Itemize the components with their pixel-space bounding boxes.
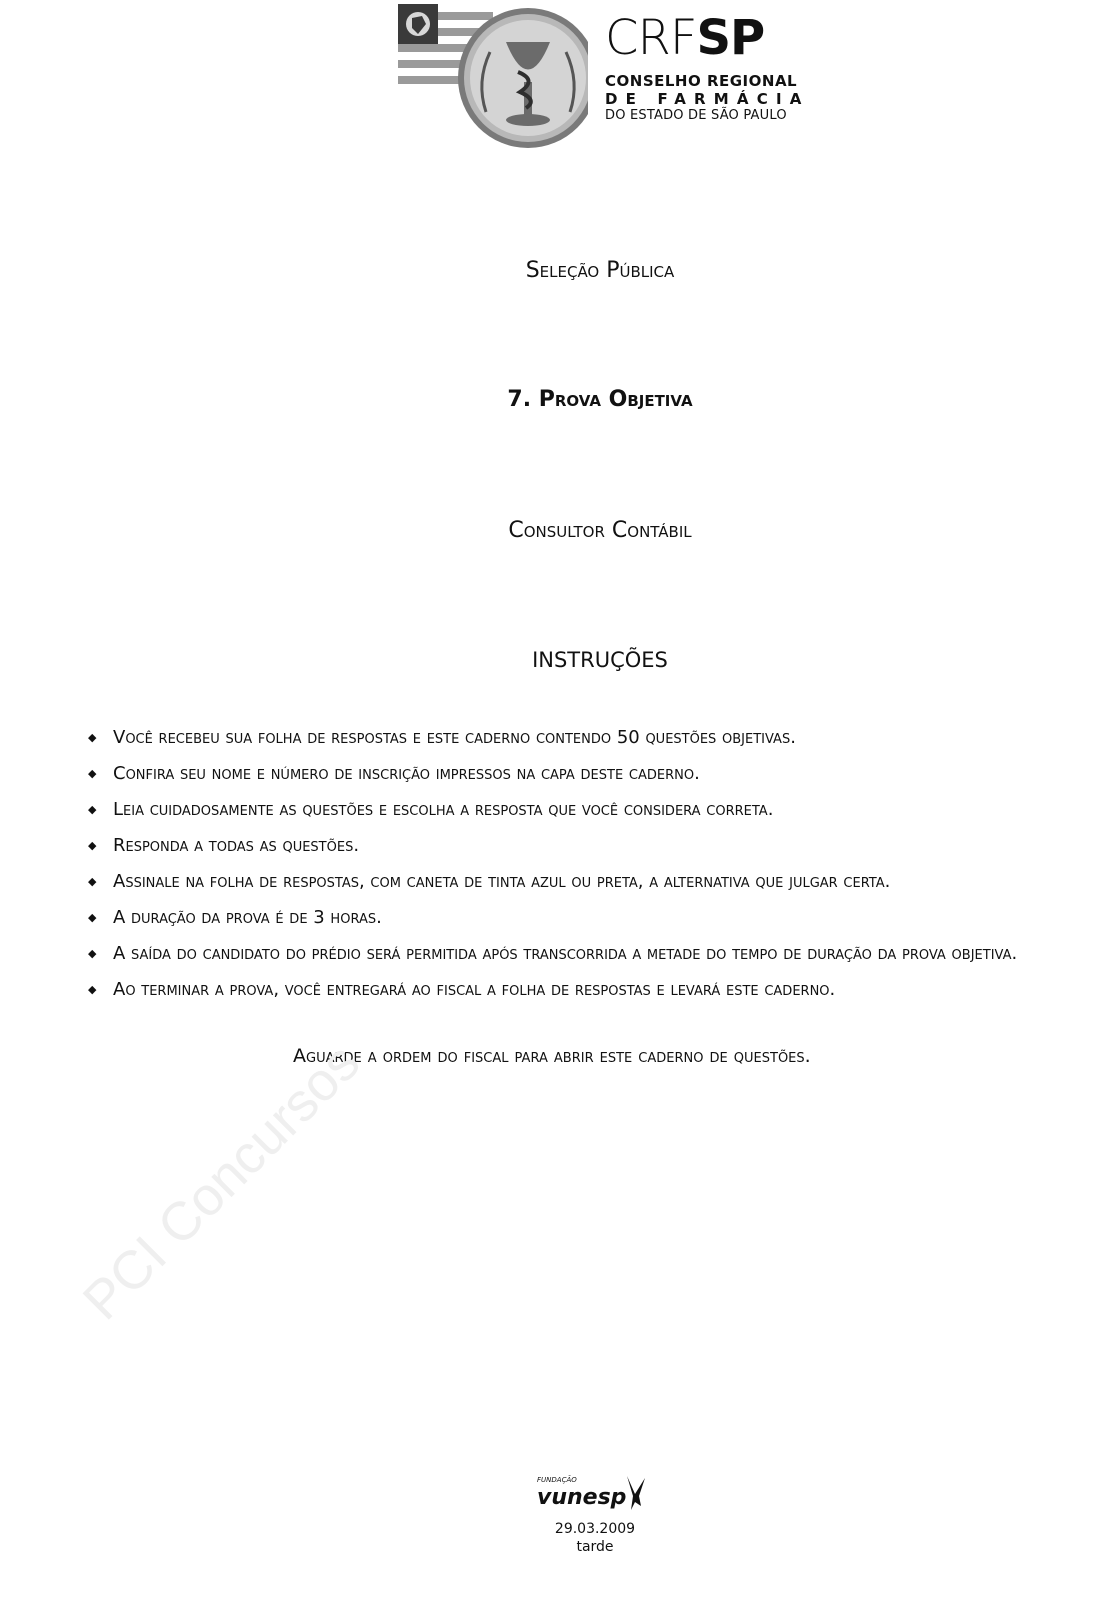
selection-title: Seleção Pública bbox=[525, 258, 675, 283]
instruction-item bbox=[88, 720, 1098, 756]
instructions-list bbox=[88, 720, 1098, 1008]
logo-title-crf: CRF bbox=[605, 10, 697, 66]
bullet-icon: ◆ bbox=[88, 731, 97, 744]
instructions-heading: INSTRUÇÕES bbox=[532, 648, 668, 672]
bullet-icon: ◆ bbox=[88, 803, 97, 816]
instruction-item bbox=[88, 864, 1098, 900]
logo-line-farmacia: DE FARMÁCIA bbox=[605, 90, 810, 108]
instruction-item bbox=[88, 900, 1098, 936]
bullet-icon: ◆ bbox=[88, 875, 97, 888]
instruction-item bbox=[88, 828, 1098, 864]
instruction-item bbox=[88, 936, 1098, 972]
instruction-text: Ao terminar a prova, você entregará ao fiscal a folha de respostas e levará este caderno. bbox=[113, 979, 836, 1000]
wait-instruction: Aguarde a ordem do fiscal para abrir este caderno de questões. bbox=[293, 1045, 811, 1067]
instruction-item bbox=[88, 972, 1098, 1008]
bullet-icon: ◆ bbox=[88, 947, 97, 960]
instruction-text: Leia cuidadosamente as questões e escolha a resposta que você considera correta. bbox=[113, 799, 774, 820]
bullet-icon: ◆ bbox=[88, 839, 97, 852]
bullet-icon: ◆ bbox=[88, 911, 97, 924]
instruction-text: Responda a todas as questões. bbox=[113, 835, 360, 856]
instruction-text: A saída do candidato do prédio será permitida após transcorrida a metade do tempo de duração da prova objetiva. bbox=[113, 943, 1018, 964]
exam-title: 7. Prova Objetiva bbox=[507, 387, 693, 412]
logo-title-sp: SP bbox=[696, 10, 765, 66]
position-title: Consultor Contábil bbox=[508, 518, 692, 543]
instruction-item bbox=[88, 792, 1098, 828]
crf-sp-emblem-icon bbox=[398, 2, 588, 150]
bullet-icon: ◆ bbox=[88, 767, 97, 780]
exam-period: tarde bbox=[576, 1539, 614, 1555]
bullet-icon: ◆ bbox=[88, 983, 97, 996]
logo-line-estado: DO ESTADO DE SÃO PAULO bbox=[605, 108, 787, 123]
instruction-text: Assinale na folha de respostas, com caneta de tinta azul ou preta, a alternativa que julgar certa. bbox=[113, 871, 891, 892]
logo-line-conselho: CONSELHO REGIONAL bbox=[605, 72, 798, 90]
instruction-text: Confira seu nome e número de inscrição impressos na capa deste caderno. bbox=[113, 763, 700, 784]
crf-sp-logo bbox=[605, 10, 825, 123]
exam-date: 29.03.2009 bbox=[554, 1521, 636, 1537]
logo-title bbox=[605, 10, 825, 66]
watermark: PCI Concursos bbox=[71, 1032, 372, 1332]
vunesp-logo-small-text: FUNDAÇÃO bbox=[537, 1476, 577, 1484]
vunesp-logo-name: vunesp bbox=[537, 1485, 627, 1510]
instruction-text: Você recebeu sua folha de respostas e este caderno contendo 50 questões objetivas. bbox=[113, 727, 796, 748]
instruction-text: A duração da prova é de 3 horas. bbox=[113, 907, 382, 928]
vunesp-logo-icon bbox=[535, 1472, 655, 1516]
instruction-item bbox=[88, 756, 1098, 792]
